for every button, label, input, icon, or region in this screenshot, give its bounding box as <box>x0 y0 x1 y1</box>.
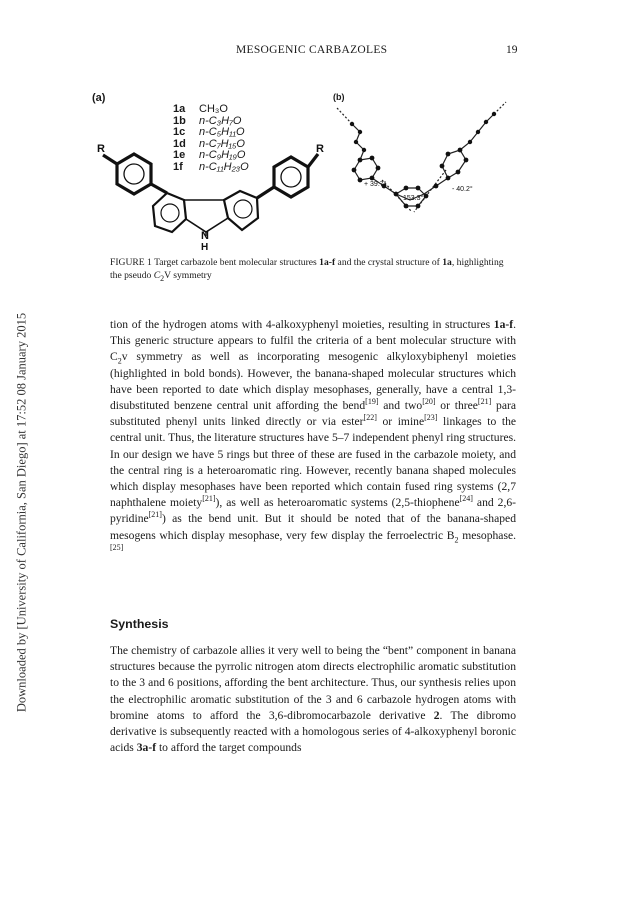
carbazole-right-aromatic <box>234 200 252 218</box>
nitrogen-label: N <box>201 230 209 242</box>
download-watermark: Downloaded by [University of California, San Diego] at 17:52 08 January 2015 <box>14 312 29 713</box>
paragraph-synthesis: The chemistry of carbazole allies it very well to being the “bent” component in banana structures because the pyrrolic nitrogen atom directs electrophilic aromatic substitution to the 3 and 6 positions, affording the bent architecture. Thus, our synthesis relies upon the electrophilic aromatic substitution of the 3 and 6 carbazole hydrogen atoms with bromine atoms to afford the 3,6-dibromocarbazole derivative 2. The dibromo derivative is subsequently reacted with a homologous series of 4-alkoxyphenyl boronic acids 3a-f to afford the target compounds <box>110 644 516 755</box>
crystal-left-phenyl <box>354 158 378 180</box>
citation: [21] <box>477 397 492 407</box>
left-link-bond <box>151 184 167 193</box>
right-chain-dash <box>494 102 506 114</box>
section-heading-synthesis: Synthesis <box>110 617 169 631</box>
citation: [22] <box>363 413 377 423</box>
page-number: 19 <box>506 44 518 56</box>
legend-row: 1d n-C₇H₁₅O <box>173 137 245 150</box>
r-left-label: R <box>97 143 105 155</box>
legend-row: 1a CH₃O <box>173 103 228 115</box>
r-right-label: R <box>316 143 324 155</box>
figure-drawing <box>90 90 520 250</box>
legend-row: 1c n-C₅H₁₁O <box>173 126 245 139</box>
left-r-bond <box>103 155 117 164</box>
figure-caption: FIGURE 1 Target carbazole bent molecular structures 1a-f and the crystal structure of 1a, highlighting the pseudo $C_2V$ symmetry <box>110 257 504 283</box>
citation: [21] <box>202 494 216 504</box>
carbazole-right-ring <box>224 191 258 230</box>
left-phenyl-ring <box>117 154 151 194</box>
citation: [19] <box>365 397 379 407</box>
right-link-bond <box>257 187 274 198</box>
legend-row: 1b n-C₃H₇O <box>173 114 242 127</box>
right-r-bond <box>308 154 318 167</box>
legend-row: 1e n-C₉H₁₉O <box>173 149 246 162</box>
right-phenyl-ring <box>274 157 308 197</box>
paragraph-intro: tion of the hydrogen atoms with 4-alkoxyphenyl moieties, resulting in structures 1a-f. This generic structure appears to fulfil the criteria of a bent molecular structure with $C_2v$ symmetry as well as incorporating mesogenic alkyloxybiphenyl moieties (highlighted in bold bonds). However, the banana-shaped molecular structures which have been reported to date which display mesophases, generally, have a central 1,3-disubstituted benzene central unit affording the bend[19] and two[20] or three[21] para substituted phenyl units linked directly or via ester[22] or imine[23] linkages to the central unit. Thus, the literature structures have 5–7 independent phenyl ring structures. In our design we have 5 rings but three of these are fused in the carbazole moiety, and the central ring is a heteroaromatic ring. However, recently banana shaped molecules which display mesophases have been reported which contain fused ring systems (2,7 naphthalene moiety[21]), as well as heteroaromatic systems (2,5-thiophene[24] and 2,6-pyridine[21]) as the bend unit. But it should be noted that of the banana-shaped mesogens which display mesophase, very few display the ferroelectric $B_2$ mesophase.[25] <box>110 318 517 552</box>
running-title: MESOGENIC CARBAZOLES <box>236 44 388 56</box>
left-phenyl-aromatic <box>124 164 144 184</box>
citation: [25] <box>110 542 124 552</box>
carbazole-pyrrole-ring <box>184 200 228 232</box>
legend-row: 1f n-C₁₁H₂₃O <box>173 160 249 173</box>
carbazole-structure <box>103 154 318 236</box>
right-phenyl-aromatic <box>281 167 301 187</box>
hydrogen-label: H <box>201 242 209 250</box>
figure-panel-b-label: (b) <box>333 92 345 102</box>
citation: [21] <box>148 510 162 520</box>
citation: [24] <box>459 494 473 504</box>
crystal-right-phenyl <box>442 150 466 178</box>
citation: [20] <box>422 397 436 407</box>
carbazole-left-ring <box>153 193 186 232</box>
carbazole-left-aromatic <box>161 204 179 222</box>
angle-right-label: - 40.2° <box>452 186 473 193</box>
caption-label: FIGURE 1 <box>110 257 152 268</box>
angle-center-label: 153.3° <box>403 195 424 202</box>
angle-left-label: + 39.7° <box>364 181 387 188</box>
left-chain-dash <box>337 108 352 124</box>
citation: [23] <box>424 413 438 423</box>
figure-panel-a-label: (a) <box>92 92 106 104</box>
